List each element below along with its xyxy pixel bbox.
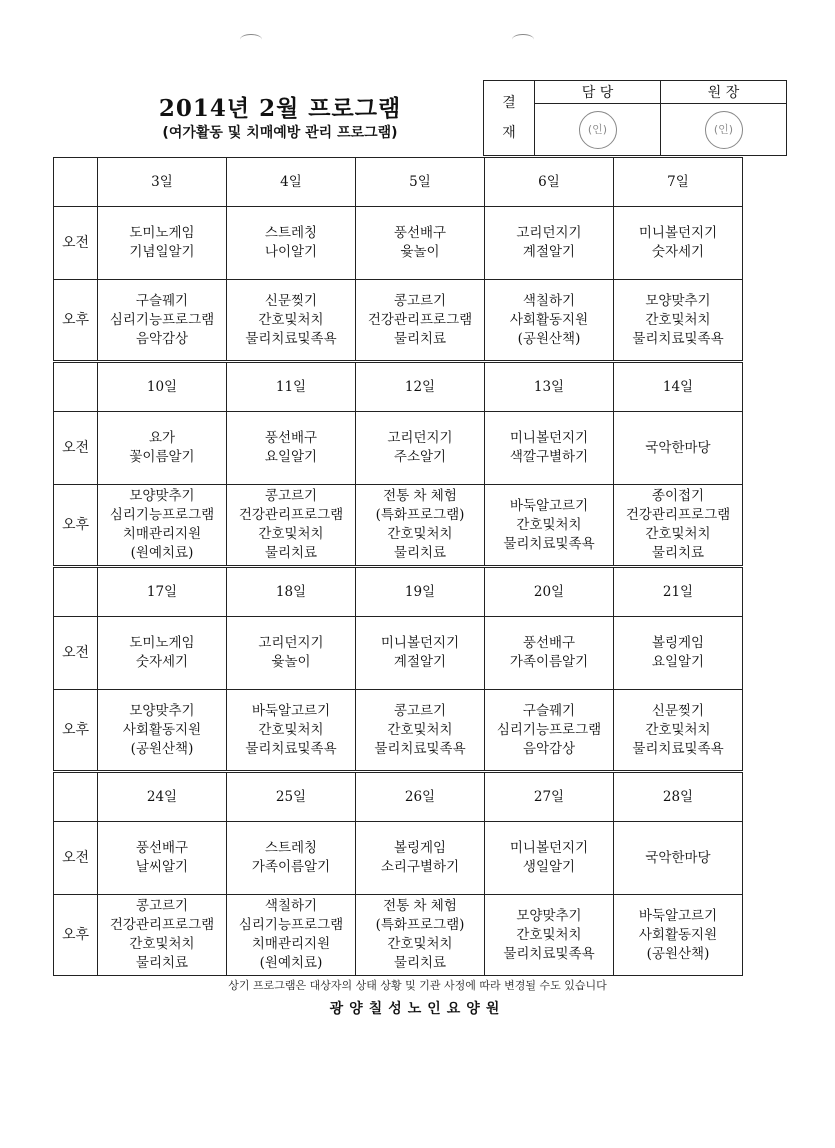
program-cell	[356, 822, 485, 895]
page-subtitle: (여가활동 및 치매예방 관리 프로그램)	[162, 125, 398, 141]
am-label: 오전	[54, 822, 98, 895]
pm-row	[54, 485, 743, 567]
approval-sign-director	[661, 104, 787, 156]
program-line: 모양맞추기	[129, 488, 195, 504]
program-cell	[227, 207, 356, 280]
program-line: 색칠하기	[264, 898, 318, 914]
program-cell	[485, 280, 614, 362]
program-line: 고리던지기	[516, 225, 582, 241]
program-line: 미니볼던지기	[509, 430, 589, 446]
program-cell	[614, 207, 743, 280]
program-line: 색칠하기	[522, 292, 576, 309]
program-cell	[356, 485, 485, 567]
seal-stamp: (인)	[705, 111, 743, 149]
program-cell	[614, 822, 743, 895]
program-line: 간호및처치	[258, 526, 324, 542]
date-cell: 5일	[356, 158, 485, 207]
program-cell	[98, 617, 227, 690]
program-line: 주소알기	[393, 449, 447, 465]
program-line: 윷놀이	[271, 654, 311, 670]
program-line: 건강관리프로그램	[367, 311, 473, 328]
seal-stamp: (인)	[579, 111, 617, 149]
program-line: 날씨알기	[135, 859, 189, 875]
program-line: 스트레칭	[264, 225, 318, 241]
program-cell	[356, 617, 485, 690]
program-cell	[356, 207, 485, 280]
program-line: 요일알기	[651, 654, 705, 670]
pm-row	[54, 690, 743, 772]
date-cell: 24일	[98, 772, 227, 822]
program-line: 심리기능프로그램	[238, 917, 344, 933]
program-cell	[485, 822, 614, 895]
program-line: 도미노게임	[129, 635, 195, 651]
program-line: 전통 차 체험	[383, 488, 457, 504]
program-cell	[98, 280, 227, 362]
program-line: 계절알기	[522, 244, 576, 260]
program-line: 콩고르기	[393, 292, 447, 309]
program-line: 풍선배구	[522, 635, 576, 651]
approval-box	[483, 80, 787, 156]
program-cell	[485, 895, 614, 976]
date-cell: 6일	[485, 158, 614, 207]
program-cell	[98, 412, 227, 485]
pm-label: 오후	[54, 280, 98, 362]
program-line: 소리구별하기	[380, 859, 460, 875]
date-cell: 12일	[356, 362, 485, 412]
program-line: 모양맞추기	[129, 702, 195, 719]
program-cell	[485, 412, 614, 485]
punch-hole-left	[240, 34, 262, 45]
program-line: 심리기능프로그램	[109, 507, 215, 523]
program-line: 풍선배구	[135, 840, 189, 856]
week-date-row	[54, 158, 743, 207]
date-cell: 14일	[614, 362, 743, 412]
date-cell: 3일	[98, 158, 227, 207]
program-cell	[485, 690, 614, 772]
program-cell	[614, 617, 743, 690]
program-line: 치매관리지원	[251, 936, 331, 952]
approval-sign-manager	[535, 104, 661, 156]
program-line: 풍선배구	[264, 430, 318, 446]
date-cell: 4일	[227, 158, 356, 207]
program-line: 풍선배구	[393, 225, 447, 241]
program-line: 볼링게임	[651, 635, 705, 651]
date-cell: 26일	[356, 772, 485, 822]
program-cell	[614, 412, 743, 485]
change-notice: 상기 프로그램은 대상자의 상태 상황 및 기관 사정에 따라 변경될 수도 있습니다	[228, 979, 607, 992]
date-cell: 17일	[98, 567, 227, 617]
program-line: 물리치료및족욕	[245, 740, 337, 757]
program-cell	[485, 485, 614, 567]
program-line: 음악감상	[135, 330, 189, 347]
program-line: 꽃이름알기	[129, 449, 195, 465]
am-row	[54, 617, 743, 690]
program-line: 물리치료및족욕	[632, 740, 724, 757]
program-cell	[614, 690, 743, 772]
program-cell	[614, 895, 743, 976]
program-cell	[614, 485, 743, 567]
program-line: (원예치료)	[130, 545, 194, 561]
program-cell	[227, 412, 356, 485]
program-line: 물리치료	[135, 955, 189, 971]
program-cell	[356, 412, 485, 485]
program-line: 고리던지기	[258, 635, 324, 651]
program-line: 간호및처치	[258, 311, 324, 328]
date-cell: 21일	[614, 567, 743, 617]
am-row	[54, 412, 743, 485]
program-line: 바둑알고르기	[509, 497, 589, 514]
approval-side-label	[484, 81, 535, 156]
program-line: 콩고르기	[393, 702, 447, 719]
am-label: 오전	[54, 207, 98, 280]
program-line: 전통 차 체험	[383, 898, 457, 914]
pm-label: 오후	[54, 690, 98, 772]
program-line: 간호및처치	[387, 526, 453, 542]
title-block	[100, 96, 460, 142]
date-cell: 25일	[227, 772, 356, 822]
program-line: 물리치료및족욕	[503, 535, 595, 552]
program-cell	[98, 485, 227, 567]
program-line: (공원산책)	[130, 740, 194, 757]
page-title: 2014년 2월 프로그램	[158, 95, 402, 122]
program-cell	[227, 617, 356, 690]
program-line: 음악감상	[522, 740, 576, 757]
program-line: 고리던지기	[387, 430, 453, 446]
program-line: (공원산책)	[517, 330, 581, 347]
pm-label: 오후	[54, 485, 98, 567]
program-cell	[356, 280, 485, 362]
program-line: 바둑알고르기	[638, 907, 718, 924]
program-line: 물리치료	[393, 330, 447, 347]
program-line: 요일알기	[264, 449, 318, 465]
program-line: 건강관리프로그램	[109, 917, 215, 933]
blank-label-cell	[54, 772, 98, 822]
program-line: 미니볼던지기	[638, 225, 718, 241]
program-line: 치매관리지원	[122, 526, 202, 542]
program-line: 물리치료및족욕	[632, 330, 724, 347]
program-line: 국악한마당	[645, 849, 711, 866]
program-line: 건강관리프로그램	[625, 507, 731, 523]
date-cell: 10일	[98, 362, 227, 412]
program-line: 물리치료	[393, 545, 447, 561]
am-row	[54, 207, 743, 280]
program-line: 사회활동지원	[122, 721, 202, 738]
program-line: 숫자세기	[135, 654, 189, 670]
am-label: 오전	[54, 617, 98, 690]
program-line: 구슬꿰기	[135, 292, 189, 309]
program-line: 간호및처치	[387, 936, 453, 952]
date-cell: 11일	[227, 362, 356, 412]
program-line: 간호및처치	[258, 721, 324, 738]
blank-label-cell	[54, 158, 98, 207]
program-cell	[485, 617, 614, 690]
date-cell: 18일	[227, 567, 356, 617]
program-line: 사회활동지원	[509, 311, 589, 328]
program-line: 간호및처치	[645, 721, 711, 738]
program-cell	[98, 690, 227, 772]
program-line: 간호및처치	[645, 311, 711, 328]
program-line: 콩고르기	[135, 898, 189, 914]
program-line: 계절알기	[393, 654, 447, 670]
program-line: 스트레칭	[264, 840, 318, 856]
punch-hole-right	[512, 34, 534, 45]
program-cell	[227, 822, 356, 895]
program-line: 가족이름알기	[251, 859, 331, 875]
blank-label-cell	[54, 362, 98, 412]
am-row	[54, 822, 743, 895]
approval-col-director: 원 장	[661, 81, 787, 104]
program-line: 건강관리프로그램	[238, 507, 344, 523]
program-line: 숫자세기	[651, 244, 705, 260]
program-line: 콩고르기	[264, 488, 318, 504]
week-date-row	[54, 567, 743, 617]
program-line: 간호및처치	[645, 526, 711, 542]
pm-row	[54, 895, 743, 976]
approval-label-2: 재	[502, 125, 516, 141]
program-line: (특화프로그램)	[375, 917, 465, 933]
program-line: 심리기능프로그램	[109, 311, 215, 328]
am-label: 오전	[54, 412, 98, 485]
pm-row	[54, 280, 743, 362]
program-line: 요가	[148, 430, 176, 446]
program-cell	[614, 280, 743, 362]
program-cell	[98, 207, 227, 280]
approval-label-1: 결	[502, 95, 516, 111]
program-line: 사회활동지원	[638, 926, 718, 943]
program-line: 물리치료및족욕	[245, 330, 337, 347]
schedule-table	[53, 157, 743, 976]
approval-col-manager: 담 당	[535, 81, 661, 104]
program-line: 간호및처치	[387, 721, 453, 738]
program-cell	[227, 280, 356, 362]
program-line: (공원산책)	[646, 945, 710, 962]
program-line: 바둑알고르기	[251, 702, 331, 719]
program-line: 볼링게임	[393, 840, 447, 856]
program-cell	[485, 207, 614, 280]
program-line: 물리치료	[393, 955, 447, 971]
program-line: (특화프로그램)	[375, 507, 465, 523]
program-line: 미니볼던지기	[509, 840, 589, 856]
institution-name: 광양칠성노인요양원	[329, 1001, 506, 1017]
program-line: 물리치료	[264, 545, 318, 561]
pm-label: 오후	[54, 895, 98, 976]
program-cell	[356, 895, 485, 976]
program-line: 생일알기	[522, 859, 576, 875]
program-line: 나이알기	[264, 244, 318, 260]
date-cell: 27일	[485, 772, 614, 822]
program-cell	[356, 690, 485, 772]
program-line: 구슬꿰기	[522, 702, 576, 719]
program-cell	[227, 690, 356, 772]
program-line: 간호및처치	[129, 936, 195, 952]
program-line: 물리치료및족욕	[503, 945, 595, 962]
program-line: 모양맞추기	[645, 292, 711, 309]
date-cell: 28일	[614, 772, 743, 822]
program-line: 색깔구별하기	[509, 449, 589, 465]
program-line: 모양맞추기	[516, 907, 582, 924]
program-line: 간호및처치	[516, 926, 582, 943]
week-date-row	[54, 772, 743, 822]
program-cell	[98, 895, 227, 976]
program-line: 신문찢기	[651, 702, 705, 719]
program-cell	[227, 485, 356, 567]
program-cell	[227, 895, 356, 976]
program-line: 도미노게임	[129, 225, 195, 241]
week-date-row	[54, 362, 743, 412]
program-line: 신문찢기	[264, 292, 318, 309]
program-line: 가족이름알기	[509, 654, 589, 670]
program-line: (원예치료)	[259, 955, 323, 971]
program-line: 미니볼던지기	[380, 635, 460, 651]
date-cell: 19일	[356, 567, 485, 617]
program-line: 국악한마당	[645, 439, 711, 456]
program-cell	[98, 822, 227, 895]
program-line: 기념일알기	[129, 244, 195, 260]
date-cell: 13일	[485, 362, 614, 412]
blank-label-cell	[54, 567, 98, 617]
program-line: 물리치료	[651, 545, 705, 561]
program-line: 종이접기	[651, 488, 705, 504]
program-line: 윷놀이	[400, 244, 440, 260]
program-line: 심리기능프로그램	[496, 721, 602, 738]
date-cell: 7일	[614, 158, 743, 207]
program-line: 간호및처치	[516, 516, 582, 533]
date-cell: 20일	[485, 567, 614, 617]
program-line: 물리치료및족욕	[374, 740, 466, 757]
